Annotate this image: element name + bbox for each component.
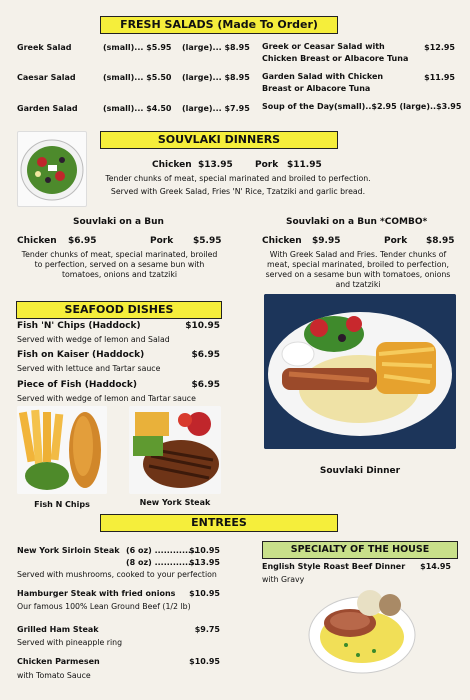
bun-pork-label: Pork <box>150 236 174 246</box>
roast-beef-price: $14.95 <box>420 562 451 571</box>
salad-chicken-greek-price: $12.95 <box>424 43 455 52</box>
entrees-banner: ENTREES <box>100 514 338 532</box>
seafood-item-2-name: Fish on Kaiser (Haddock) <box>17 350 145 360</box>
soup-of-the-day: Soup of the Day <box>262 102 334 111</box>
seafood-item-2-desc: Served with lettuce and Tartar sauce <box>17 364 161 373</box>
ham-steak-price: $9.75 <box>194 625 220 634</box>
parmesan-desc: with Tomato Sauce <box>17 671 91 680</box>
salad-small-price: (small)... $4.50 <box>103 104 172 113</box>
greek-salad-photo <box>17 131 87 207</box>
seafood-item-3-price: $6.95 <box>191 380 220 390</box>
salad-name: Greek Salad <box>17 43 72 52</box>
new-york-steak-caption: New York Steak <box>139 498 211 507</box>
ham-steak-desc: Served with pineapple ring <box>17 638 123 647</box>
souvlaki-chicken-price: $13.95 <box>198 160 233 170</box>
combo-title: Souvlaki on a Bun *COMBO* <box>286 217 428 227</box>
sirloin-name: New York Sirloin Steak <box>17 546 120 555</box>
sirloin-price-6oz: $10.95 <box>189 546 220 555</box>
souvlaki-banner: SOUVLAKI DINNERS <box>100 131 338 149</box>
hamburger-name: Hamburger Steak <box>17 589 97 598</box>
souvlaki-pork-label: Pork <box>255 160 279 170</box>
hamburger-desc: Our famous 100% Lean Ground Beef (1/2 lb) <box>17 602 191 611</box>
sirloin-size-6oz: (6 oz) .............. <box>126 546 198 555</box>
new-york-steak-photo <box>129 406 221 494</box>
souvlaki-desc-1: Tender chunks of meat, special marinated and broiled to perfection. <box>105 174 371 183</box>
combo-description: With Greek Salad and Fries. Tender chunks of meat, special marinated, broiled to perfection, served on a sesame bun with tomatoes, onions and tzatziki <box>265 250 451 289</box>
seafood-item-1-price: $10.95 <box>185 321 220 331</box>
sirloin-price-8oz: $13.95 <box>189 558 220 567</box>
salad-name: Garden Salad <box>17 104 78 113</box>
soup-prices: (small)..$2.95 (large)..$3.95 <box>334 102 462 111</box>
sirloin-desc: Served with mushrooms, cooked to your perfection <box>17 570 217 579</box>
salad-chicken-garden-price: $11.95 <box>424 73 455 82</box>
salad-large-price: (large)... $8.95 <box>182 73 250 82</box>
seafood-item-1-name: Fish 'N' Chips (Haddock) <box>17 321 141 331</box>
salad-small-price: (small)... $5.50 <box>103 73 172 82</box>
roast-beef-photo <box>306 585 418 677</box>
combo-chicken-price: $9.95 <box>312 236 341 246</box>
salad-name: Caesar Salad <box>17 73 76 82</box>
bun-chicken-price: $6.95 <box>68 236 97 246</box>
combo-pork-price: $8.95 <box>426 236 455 246</box>
roast-beef-desc: with Gravy <box>262 575 305 584</box>
souvlaki-desc-2: Served with Greek Salad, Fries 'N' Rice, Tzatziki and garlic bread. <box>110 187 366 196</box>
souvlaki-bun-title: Souvlaki on a Bun <box>73 217 164 227</box>
souvlaki-pork-price: $11.95 <box>287 160 322 170</box>
combo-chicken-label: Chicken <box>262 236 302 246</box>
bun-description: Tender chunks of meat, special marinated, broiled to perfection, served on a sesame bun with tomatoes, onions and tzatziki <box>21 250 218 279</box>
combo-pork-label: Pork <box>384 236 408 246</box>
seafood-item-2-price: $6.95 <box>191 350 220 360</box>
hamburger-with: with fried onions <box>99 589 176 598</box>
salads-banner: FRESH SALADS (Made To Order) <box>100 16 338 34</box>
fish-n-chips-photo <box>17 406 107 494</box>
souvlaki-dinner-photo <box>264 294 456 449</box>
souvlaki-dinner-caption: Souvlaki Dinner <box>319 466 401 476</box>
salad-large-price: (large)... $7.95 <box>182 104 250 113</box>
bun-pork-price: $5.95 <box>193 236 222 246</box>
sirloin-size-8oz: (8 oz) .............. <box>126 558 198 567</box>
souvlaki-chicken-label: Chicken <box>152 160 192 170</box>
seafood-item-1-desc: Served with wedge of lemon and Salad <box>17 335 170 344</box>
seafood-banner: SEAFOOD DISHES <box>16 301 222 319</box>
fish-n-chips-caption: Fish N Chips <box>34 500 90 509</box>
bun-chicken-label: Chicken <box>17 236 57 246</box>
salad-large-price: (large)... $8.95 <box>182 43 250 52</box>
seafood-item-3-name: Piece of Fish (Haddock) <box>17 380 137 390</box>
ham-steak-name: Grilled Ham Steak <box>17 625 99 634</box>
seafood-item-3-desc: Served with wedge of lemon and Tartar sauce <box>17 394 196 403</box>
salad-chicken-greek: Greek or Ceasar Salad with Chicken Breast or Albacore Tuna <box>262 42 409 63</box>
salad-small-price: (small)... $5.95 <box>103 43 172 52</box>
salad-chicken-garden: Garden Salad with Chicken Breast or Albacore Tuna <box>262 72 384 93</box>
parmesan-name: Chicken Parmesen <box>17 657 100 666</box>
roast-beef-name: English Style Roast Beef Dinner <box>262 562 406 571</box>
specialty-banner: SPECIALTY OF THE HOUSE <box>262 541 458 559</box>
hamburger-price: $10.95 <box>189 589 220 598</box>
parmesan-price: $10.95 <box>189 657 220 666</box>
